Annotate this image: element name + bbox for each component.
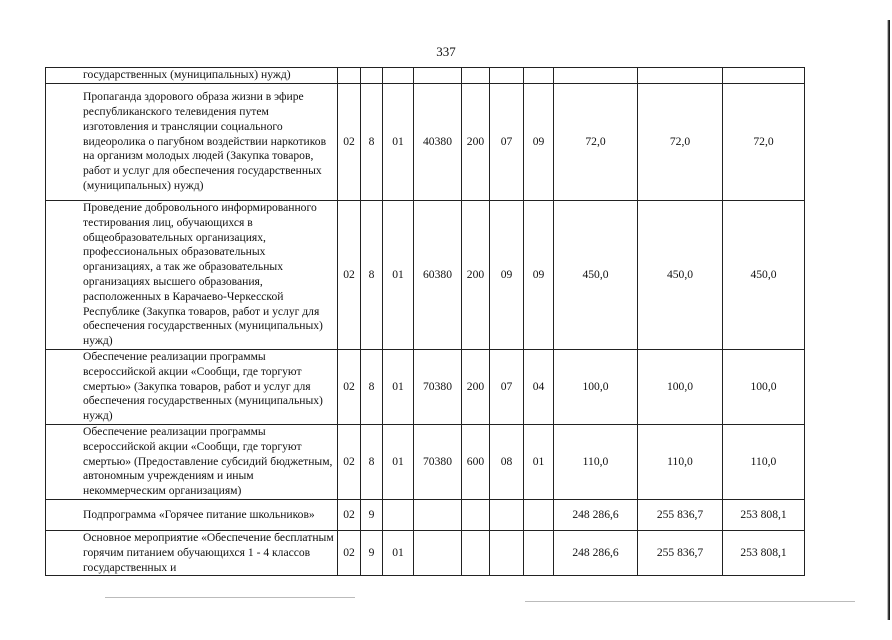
amount-year2-cell: [638, 68, 723, 84]
amount-year3-cell: [723, 68, 805, 84]
expense-type-cell: 200: [462, 84, 490, 201]
amount-year2-cell: 72,0: [638, 84, 723, 201]
page-number: 337: [436, 44, 456, 59]
table-row: [46, 84, 805, 201]
program-code-cell: 02: [338, 530, 361, 575]
table-row: [46, 349, 805, 424]
amount-year1-cell: 72,0: [554, 84, 638, 201]
row-name-cell: Пропаганда здорового образа жизни в эфире республиканского телевидения путем изготовления и трансляции социального видеоролика о пагубном воздействии наркотиков на организм молодых людей (Закупка товаров, работ и услуг для обеспечения государственных (муниципальных) нужд): [46, 84, 338, 201]
subprogram-code-cell: 8: [361, 84, 383, 201]
direction-code-cell: [414, 530, 462, 575]
amount-year3-cell: 100,0: [723, 349, 805, 424]
row-name-cell: государственных (муниципальных) нужд): [46, 68, 338, 84]
amount-year2-cell: 450,0: [638, 201, 723, 350]
subprogram-code-cell: 8: [361, 424, 383, 499]
subprogram-code-cell: 8: [361, 349, 383, 424]
scan-artifact-line: [105, 597, 355, 598]
section-cell: 08: [490, 424, 524, 499]
subsection-cell: [524, 68, 554, 84]
direction-code-cell: 70380: [414, 424, 462, 499]
expense-type-cell: [462, 530, 490, 575]
amount-year2-cell: 110,0: [638, 424, 723, 499]
direction-code-cell: 40380: [414, 84, 462, 201]
subprogram-code-cell: 8: [361, 201, 383, 350]
table-row: [46, 201, 805, 350]
subsection-cell: 01: [524, 424, 554, 499]
amount-year3-cell: 253 808,1: [723, 499, 805, 530]
amount-year3-cell: 253 808,1: [723, 530, 805, 575]
expense-type-cell: 200: [462, 201, 490, 350]
amount-year1-cell: [554, 68, 638, 84]
row-name-cell: Подпрограмма «Горячее питание школьников»: [46, 499, 338, 530]
subsection-cell: 09: [524, 84, 554, 201]
expense-type-cell: 200: [462, 349, 490, 424]
amount-year3-cell: 110,0: [723, 424, 805, 499]
program-code-cell: 02: [338, 201, 361, 350]
amount-year1-cell: 110,0: [554, 424, 638, 499]
amount-year1-cell: 248 286,6: [554, 499, 638, 530]
event-code-cell: 01: [383, 530, 414, 575]
event-code-cell: [383, 499, 414, 530]
amount-year1-cell: 100,0: [554, 349, 638, 424]
event-code-cell: 01: [383, 349, 414, 424]
table-row: [46, 68, 805, 84]
direction-code-cell: 60380: [414, 201, 462, 350]
amount-year3-cell: 72,0: [723, 84, 805, 201]
event-code-cell: 01: [383, 424, 414, 499]
section-cell: 07: [490, 84, 524, 201]
subsection-cell: [524, 530, 554, 575]
section-cell: 07: [490, 349, 524, 424]
event-code-cell: [383, 68, 414, 84]
row-name-cell: Обеспечение реализации программы всероссийской акции «Сообщи, где торгуют смертью» (Закупка товаров, работ и услуг для обеспечения государственных (муниципальных) нужд): [46, 349, 338, 424]
expense-type-cell: [462, 68, 490, 84]
subprogram-code-cell: 9: [361, 499, 383, 530]
subsection-cell: 09: [524, 201, 554, 350]
amount-year1-cell: 450,0: [554, 201, 638, 350]
section-cell: [490, 68, 524, 84]
program-code-cell: 02: [338, 499, 361, 530]
scan-edge-shadow: [887, 20, 890, 620]
table-row: [46, 424, 805, 499]
subprogram-code-cell: 9: [361, 530, 383, 575]
program-code-cell: 02: [338, 424, 361, 499]
subprogram-code-cell: [361, 68, 383, 84]
program-code-cell: [338, 68, 361, 84]
row-name-cell: Обеспечение реализации программы всероссийской акции «Сообщи, где торгуют смертью» (Предоставление субсидий бюджетным, автономным учреждениям и иным некоммерческим организациям): [46, 424, 338, 499]
subsection-cell: [524, 499, 554, 530]
direction-code-cell: [414, 499, 462, 530]
row-name-cell: Основное мероприятие «Обеспечение бесплатным горячим питанием обучающихся 1 - 4 классов государственных и: [46, 530, 338, 575]
program-code-cell: 02: [338, 349, 361, 424]
amount-year3-cell: 450,0: [723, 201, 805, 350]
budget-table: [45, 67, 805, 576]
program-code-cell: 02: [338, 84, 361, 201]
section-cell: [490, 530, 524, 575]
direction-code-cell: 70380: [414, 349, 462, 424]
expense-type-cell: 600: [462, 424, 490, 499]
table-row: [46, 530, 805, 575]
event-code-cell: 01: [383, 84, 414, 201]
amount-year2-cell: 100,0: [638, 349, 723, 424]
scan-artifact-line: [525, 601, 855, 602]
amount-year2-cell: 255 836,7: [638, 499, 723, 530]
direction-code-cell: [414, 68, 462, 84]
row-name-cell: Проведение добровольного информированного тестирования лиц, обучающихся в общеобразовательных организациях, профессиональных образовательных организациях, а так же образовательных организациях высшего образования, расположенных в Карачаево-Черкесской Республике (Закупка товаров, работ и услуг для обеспечения государственных (муниципальных) нужд): [46, 201, 338, 350]
section-cell: 09: [490, 201, 524, 350]
amount-year2-cell: 255 836,7: [638, 530, 723, 575]
event-code-cell: 01: [383, 201, 414, 350]
amount-year1-cell: 248 286,6: [554, 530, 638, 575]
section-cell: [490, 499, 524, 530]
subsection-cell: 04: [524, 349, 554, 424]
expense-type-cell: [462, 499, 490, 530]
table-row: [46, 499, 805, 530]
